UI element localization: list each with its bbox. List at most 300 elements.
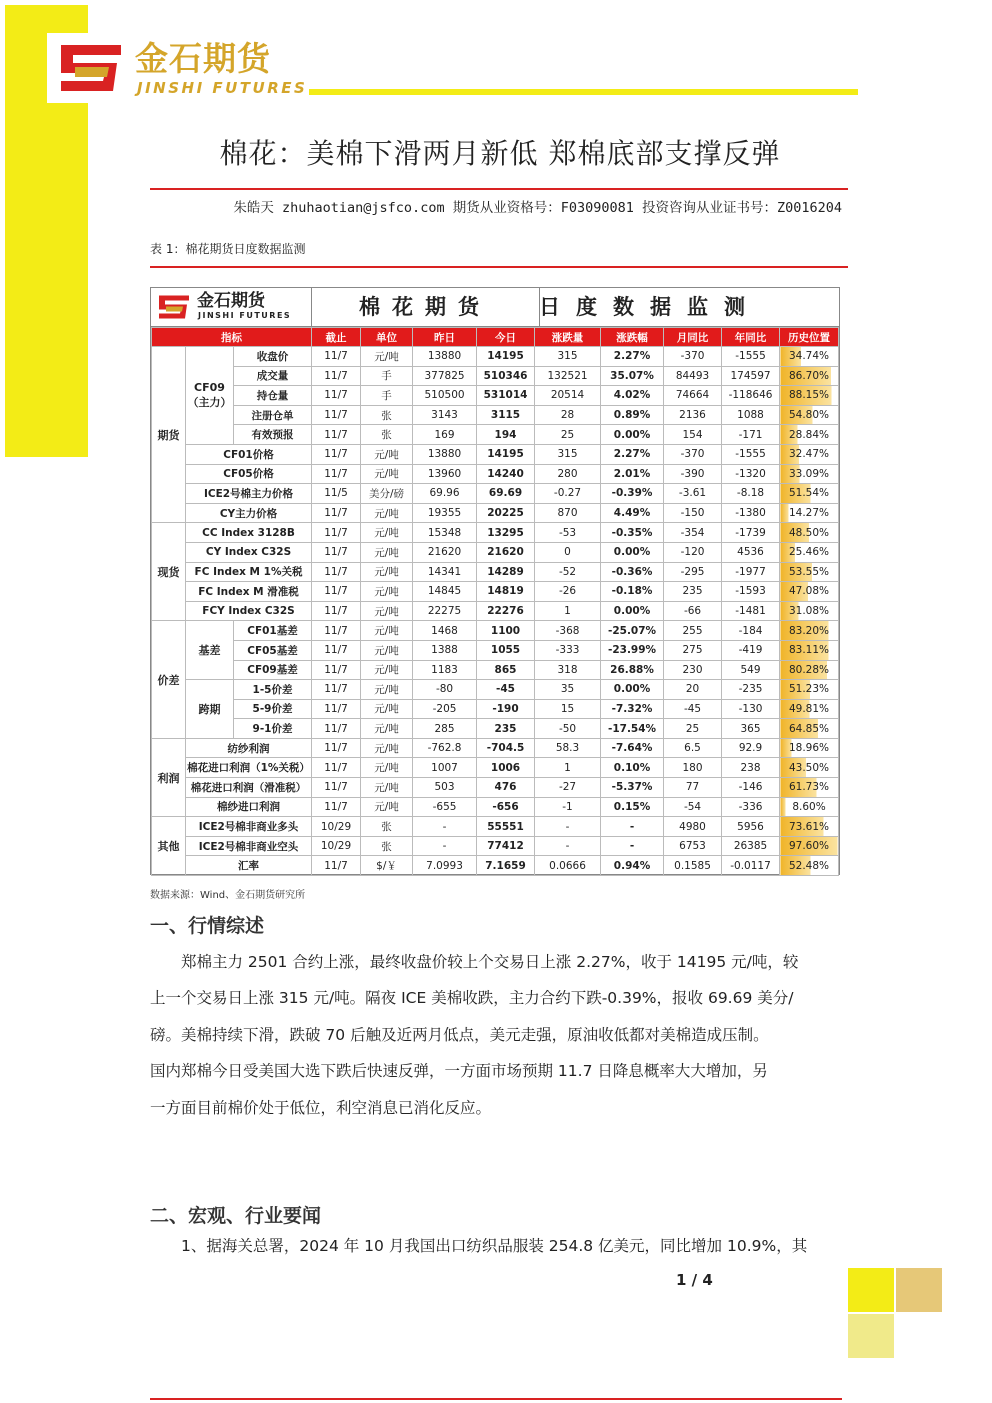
cell-yoy: -171: [722, 425, 780, 445]
cell-pct: -0.36%: [601, 562, 664, 582]
cell-unit: 元/吨: [361, 778, 413, 798]
cell-pct: 4.49%: [601, 503, 664, 523]
cell-date: 11/7: [312, 562, 361, 582]
category-basis: 基差: [186, 621, 234, 680]
category-cf09: CF09（主力）: [186, 347, 234, 445]
decorative-square: [896, 1268, 942, 1312]
cell-mom: -390: [664, 464, 722, 484]
author-line: 朱皓天 zhuhaotian@jsfco.com 期货从业资格号：F03090081 投资咨询从业证书号：Z0016204: [233, 200, 842, 216]
cell-today: 531014: [477, 386, 535, 406]
cell-mom: 230: [664, 660, 722, 680]
section1-line-5: 一方面目前棉价处于低位，利空消息已消化反应。: [150, 1099, 492, 1117]
table-row: [152, 797, 839, 817]
cell-date: 11/7: [312, 719, 361, 739]
col-header-mom: 月同比: [664, 328, 722, 347]
cell-date: 11/7: [312, 523, 361, 543]
cell-mom: -295: [664, 562, 722, 582]
cell-date: 11/7: [312, 856, 361, 876]
cell-hist-position: 33.09%: [780, 464, 839, 484]
cell-mom: 275: [664, 640, 722, 660]
cell-prev: 285: [413, 719, 477, 739]
cell-date: 11/7: [312, 758, 361, 778]
table-row: [152, 778, 839, 798]
cell-mom: 2136: [664, 405, 722, 425]
indicator-name: CY Index C32S: [186, 542, 312, 562]
cell-hist-position: 83.20%: [780, 621, 839, 641]
cell-prev: -: [413, 817, 477, 837]
cell-date: 11/7: [312, 347, 361, 367]
cell-unit: 元/吨: [361, 738, 413, 758]
cell-pct: 0.00%: [601, 542, 664, 562]
cell-mom: -354: [664, 523, 722, 543]
table-title-right: 日度数据监测: [539, 295, 761, 319]
cell-prev: 13880: [413, 444, 477, 464]
cell-mom: 255: [664, 621, 722, 641]
cell-today: 1100: [477, 621, 535, 641]
cell-yoy: -235: [722, 680, 780, 700]
cell-pct: -23.99%: [601, 640, 664, 660]
report-title: 棉花：美棉下滑两月新低 郑棉底部支撑反弹: [219, 137, 781, 170]
cell-prev: 169: [413, 425, 477, 445]
cell-today: 1055: [477, 640, 535, 660]
cell-pct: -7.64%: [601, 738, 664, 758]
cell-mom: -66: [664, 601, 722, 621]
cell-hist-position: 31.08%: [780, 601, 839, 621]
cell-prev: 21620: [413, 542, 477, 562]
cell-date: 11/7: [312, 425, 361, 445]
cell-mom: 77: [664, 778, 722, 798]
indicator-name: CF09基差: [234, 660, 312, 680]
cell-unit: 元/吨: [361, 601, 413, 621]
category-profit: 利润: [152, 738, 186, 816]
col-header-change: 涨跌量: [535, 328, 601, 347]
col-header-indicator: 指标: [152, 328, 312, 347]
cell-hist-position: 64.85%: [780, 719, 839, 739]
cell-yoy: 26385: [722, 836, 780, 856]
cell-pct: 35.07%: [601, 366, 664, 386]
cell-hist-position: 48.50%: [780, 523, 839, 543]
cell-unit: 元/吨: [361, 464, 413, 484]
indicator-name: FC Index M 1%关税: [186, 562, 312, 582]
cell-hist-position: 28.84%: [780, 425, 839, 445]
cell-yoy: -118646: [722, 386, 780, 406]
indicator-name: FCY Index C32S: [186, 601, 312, 621]
indicator-name: 9-1价差: [234, 719, 312, 739]
cell-unit: 元/吨: [361, 562, 413, 582]
cell-prev: 3143: [413, 405, 477, 425]
cell-change: 318: [535, 660, 601, 680]
cell-date: 11/7: [312, 503, 361, 523]
table-row: [152, 542, 839, 562]
table-row: [152, 699, 839, 719]
cell-date: 11/7: [312, 778, 361, 798]
table-title-left: 棉花期货: [311, 288, 540, 326]
cell-today: 1006: [477, 758, 535, 778]
table-row: [152, 856, 839, 876]
table-row: [152, 444, 839, 464]
cell-mom: -370: [664, 444, 722, 464]
cell-unit: 美分/磅: [361, 484, 413, 504]
logo-mark-icon: [57, 41, 125, 95]
cell-date: 11/5: [312, 484, 361, 504]
cell-prev: 1007: [413, 758, 477, 778]
cell-mom: -54: [664, 797, 722, 817]
cell-today: 69.69: [477, 484, 535, 504]
table-row: [152, 817, 839, 837]
logo-text-cn: 金石期货: [135, 39, 271, 78]
table-row: [152, 738, 839, 758]
cell-yoy: -146: [722, 778, 780, 798]
cell-change: -368: [535, 621, 601, 641]
cell-change: -50: [535, 719, 601, 739]
table-row: [152, 680, 839, 700]
cell-mom: -370: [664, 347, 722, 367]
table-caption: 表 1：棉花期货日度数据监测: [150, 242, 306, 256]
cell-today: 77412: [477, 836, 535, 856]
table-row: [152, 405, 839, 425]
indicator-name: CC Index 3128B: [186, 523, 312, 543]
cell-prev: 13880: [413, 347, 477, 367]
cell-prev: 1388: [413, 640, 477, 660]
table-row: [152, 503, 839, 523]
cell-today: 194: [477, 425, 535, 445]
section1-line-3: 磅。美棉持续下滑，跌破 70 后触及近两月低点，美元走强，原油收低都对美棉造成压制。: [150, 1026, 769, 1044]
cell-change: -53: [535, 523, 601, 543]
cell-today: -656: [477, 797, 535, 817]
table-row: [152, 523, 839, 543]
cell-date: 11/7: [312, 405, 361, 425]
cell-hist-position: 53.55%: [780, 562, 839, 582]
cell-unit: 手: [361, 366, 413, 386]
cell-date: 11/7: [312, 738, 361, 758]
cell-prev: 14845: [413, 582, 477, 602]
cell-hist-position: 54.80%: [780, 405, 839, 425]
cell-pct: 0.00%: [601, 601, 664, 621]
cell-yoy: 4536: [722, 542, 780, 562]
cell-pct: 0.15%: [601, 797, 664, 817]
cell-unit: 元/吨: [361, 640, 413, 660]
category-spread: 价差: [152, 621, 186, 739]
cell-pct: -0.39%: [601, 484, 664, 504]
cell-date: 11/7: [312, 582, 361, 602]
cell-mom: 74664: [664, 386, 722, 406]
cell-date: 11/7: [312, 699, 361, 719]
col-header-date: 截止: [312, 328, 361, 347]
cell-date: 11/7: [312, 660, 361, 680]
cell-today: 476: [477, 778, 535, 798]
cell-mom: 20: [664, 680, 722, 700]
cell-today: 20225: [477, 503, 535, 523]
indicator-name: 汇率: [186, 856, 312, 876]
section2-title: 二、宏观、行业要闻: [150, 1205, 322, 1227]
cell-pct: 26.88%: [601, 660, 664, 680]
cell-change: 15: [535, 699, 601, 719]
cell-unit: 元/吨: [361, 503, 413, 523]
indicator-name: CY主力价格: [186, 503, 312, 523]
cell-hist-position: 86.70%: [780, 366, 839, 386]
cell-date: 11/7: [312, 680, 361, 700]
section1-line-2: 上一个交易日上涨 315 元/吨。隔夜 ICE 美棉收跌，主力合约下跌-0.39%，报收 69.69 美分/: [150, 989, 794, 1007]
cell-change: -52: [535, 562, 601, 582]
cell-hist-position: 8.60%: [780, 797, 839, 817]
cell-today: -704.5: [477, 738, 535, 758]
cell-change: 28: [535, 405, 601, 425]
cell-hist-position: 14.27%: [780, 503, 839, 523]
cell-mom: -3.61: [664, 484, 722, 504]
cell-yoy: -130: [722, 699, 780, 719]
company-logo: [47, 33, 309, 103]
cell-today: 235: [477, 719, 535, 739]
indicator-name: 纺纱利润: [186, 738, 312, 758]
cell-pct: -0.18%: [601, 582, 664, 602]
cell-yoy: -8.18: [722, 484, 780, 504]
cell-today: 55551: [477, 817, 535, 837]
cell-mom: 154: [664, 425, 722, 445]
cell-change: 58.3: [535, 738, 601, 758]
cell-date: 11/7: [312, 366, 361, 386]
cell-yoy: 1088: [722, 405, 780, 425]
cell-date: 11/7: [312, 601, 361, 621]
cell-prev: 22275: [413, 601, 477, 621]
table-row: [152, 660, 839, 680]
cell-change: 0.0666: [535, 856, 601, 876]
decorative-square: [848, 1268, 894, 1312]
cell-mom: 235: [664, 582, 722, 602]
cell-change: -26: [535, 582, 601, 602]
cell-hist-position: 32.47%: [780, 444, 839, 464]
cell-unit: 元/吨: [361, 542, 413, 562]
cell-hist-position: 73.61%: [780, 817, 839, 837]
indicator-name: 5-9价差: [234, 699, 312, 719]
table-row: [152, 425, 839, 445]
cell-prev: 15348: [413, 523, 477, 543]
cell-change: 870: [535, 503, 601, 523]
table-header-banner: [151, 288, 839, 327]
cell-prev: 7.0993: [413, 856, 477, 876]
table-row: [152, 582, 839, 602]
cell-pct: -17.54%: [601, 719, 664, 739]
cell-prev: 19355: [413, 503, 477, 523]
category-spot: 现货: [152, 523, 186, 621]
cell-today: 510346: [477, 366, 535, 386]
col-header-yoy: 年同比: [722, 328, 780, 347]
cell-yoy: -1739: [722, 523, 780, 543]
cell-today: 3115: [477, 405, 535, 425]
cell-pct: -: [601, 817, 664, 837]
cell-yoy: -184: [722, 621, 780, 641]
cell-hist-position: 51.23%: [780, 680, 839, 700]
cell-date: 11/7: [312, 542, 361, 562]
monitor-table: [150, 287, 840, 875]
cell-today: 865: [477, 660, 535, 680]
indicator-name: 持仓量: [234, 386, 312, 406]
cell-mom: 6.5: [664, 738, 722, 758]
indicator-name: CF05价格: [186, 464, 312, 484]
page-number: 1 / 4: [676, 1271, 713, 1289]
cell-pct: 0.10%: [601, 758, 664, 778]
cell-change: 132521: [535, 366, 601, 386]
cell-mom: 25: [664, 719, 722, 739]
cell-yoy: -1555: [722, 444, 780, 464]
cell-mom: 0.1585: [664, 856, 722, 876]
table-logo-cn: 金石期货: [197, 291, 265, 311]
cell-hist-position: 18.96%: [780, 738, 839, 758]
cell-pct: -7.32%: [601, 699, 664, 719]
table-row: [152, 836, 839, 856]
cell-prev: -: [413, 836, 477, 856]
cell-mom: 84493: [664, 366, 722, 386]
cell-date: 11/7: [312, 621, 361, 641]
cell-prev: 377825: [413, 366, 477, 386]
indicator-name: ICE2号棉非商业空头: [186, 836, 312, 856]
cell-date: 11/7: [312, 640, 361, 660]
cell-prev: -655: [413, 797, 477, 817]
cell-prev: 510500: [413, 386, 477, 406]
cell-yoy: -419: [722, 640, 780, 660]
table-row: [152, 719, 839, 739]
cell-unit: 元/吨: [361, 758, 413, 778]
cell-today: 14289: [477, 562, 535, 582]
table-row: [152, 621, 839, 641]
indicator-name: ICE2号棉主力价格: [186, 484, 312, 504]
cell-unit: 元/吨: [361, 444, 413, 464]
cell-date: 10/29: [312, 817, 361, 837]
cell-yoy: 238: [722, 758, 780, 778]
cell-today: 7.1659: [477, 856, 535, 876]
indicator-name: 1-5价差: [234, 680, 312, 700]
cell-hist-position: 43.50%: [780, 758, 839, 778]
indicator-name: 棉花进口利润（1%关税）: [186, 758, 312, 778]
indicator-name: FC Index M 滑准税: [186, 582, 312, 602]
col-header-unit: 单位: [361, 328, 413, 347]
cell-change: -: [535, 836, 601, 856]
cell-today: 13295: [477, 523, 535, 543]
cell-hist-position: 61.73%: [780, 778, 839, 798]
cell-hist-position: 80.28%: [780, 660, 839, 680]
header-yellow-line: [309, 89, 858, 95]
cell-pct: 2.01%: [601, 464, 664, 484]
section1-line-4: 国内郑棉今日受美国大选下跌后快速反弹，一方面市场预期 11.7 日降息概率大大增加，另: [150, 1062, 768, 1080]
cell-unit: $/￥: [361, 856, 413, 876]
table-row: [152, 640, 839, 660]
cell-yoy: 5956: [722, 817, 780, 837]
cell-unit: 张: [361, 405, 413, 425]
cell-yoy: -1977: [722, 562, 780, 582]
cell-unit: 元/吨: [361, 680, 413, 700]
table-row: [152, 758, 839, 778]
cell-pct: -0.35%: [601, 523, 664, 543]
category-futures: 期货: [152, 347, 186, 523]
cell-today: 14195: [477, 347, 535, 367]
cell-pct: 0.00%: [601, 425, 664, 445]
cell-hist-position: 51.54%: [780, 484, 839, 504]
indicator-name: 棉花进口利润（滑准税）: [186, 778, 312, 798]
cell-prev: -762.8: [413, 738, 477, 758]
indicator-name: CF01基差: [234, 621, 312, 641]
cell-yoy: 174597: [722, 366, 780, 386]
cell-mom: -45: [664, 699, 722, 719]
cell-prev: 14341: [413, 562, 477, 582]
section1-title: 一、行情综述: [150, 915, 265, 937]
cell-change: -27: [535, 778, 601, 798]
cell-prev: 1183: [413, 660, 477, 680]
indicator-name: 注册仓单: [234, 405, 312, 425]
cell-date: 11/7: [312, 464, 361, 484]
cell-hist-position: 88.15%: [780, 386, 839, 406]
cell-unit: 张: [361, 817, 413, 837]
cell-unit: 元/吨: [361, 523, 413, 543]
cell-unit: 元/吨: [361, 719, 413, 739]
cell-prev: -80: [413, 680, 477, 700]
cell-today: -45: [477, 680, 535, 700]
cell-pct: 0.94%: [601, 856, 664, 876]
cell-pct: 0.89%: [601, 405, 664, 425]
cell-change: 35: [535, 680, 601, 700]
cell-pct: 4.02%: [601, 386, 664, 406]
caption-divider: [150, 266, 848, 268]
cell-unit: 张: [361, 836, 413, 856]
cell-hist-position: 97.60%: [780, 836, 839, 856]
cell-today: 14819: [477, 582, 535, 602]
cell-change: 25: [535, 425, 601, 445]
table-row: [152, 464, 839, 484]
cell-yoy: -1320: [722, 464, 780, 484]
table-row: [152, 562, 839, 582]
cell-today: 14240: [477, 464, 535, 484]
title-divider: [150, 188, 848, 190]
cell-today: 14195: [477, 444, 535, 464]
cell-change: 280: [535, 464, 601, 484]
cell-pct: 2.27%: [601, 444, 664, 464]
cell-prev: -205: [413, 699, 477, 719]
cell-pct: -: [601, 836, 664, 856]
indicator-name: 有效预报: [234, 425, 312, 445]
indicator-name: ICE2号棉非商业多头: [186, 817, 312, 837]
cell-change: 315: [535, 347, 601, 367]
indicator-name: 收盘价: [234, 347, 312, 367]
cell-mom: -150: [664, 503, 722, 523]
section1-line-1: 郑棉主力 2501 合约上涨，最终收盘价较上个交易日上涨 2.27%，收于 14195 元/吨，较: [181, 953, 799, 971]
cell-date: 11/7: [312, 444, 361, 464]
table-logo: [151, 288, 312, 326]
cell-unit: 张: [361, 425, 413, 445]
indicator-name: 成交量: [234, 366, 312, 386]
cell-unit: 元/吨: [361, 582, 413, 602]
cell-change: -: [535, 817, 601, 837]
table-row: [152, 366, 839, 386]
cell-prev: 13960: [413, 464, 477, 484]
cell-prev: 1468: [413, 621, 477, 641]
cell-unit: 元/吨: [361, 347, 413, 367]
cell-change: 20514: [535, 386, 601, 406]
cell-today: -190: [477, 699, 535, 719]
col-header-hist: 历史位置: [780, 328, 839, 347]
cell-prev: 503: [413, 778, 477, 798]
cell-hist-position: 52.48%: [780, 856, 839, 876]
indicator-name: 棉纱进口利润: [186, 797, 312, 817]
cell-mom: 6753: [664, 836, 722, 856]
cell-hist-position: 47.08%: [780, 582, 839, 602]
col-header-pct: 涨跌幅: [601, 328, 664, 347]
cell-mom: 4980: [664, 817, 722, 837]
cell-unit: 元/吨: [361, 621, 413, 641]
cell-date: 10/29: [312, 836, 361, 856]
decorative-square: [848, 1314, 894, 1358]
cell-yoy: -1555: [722, 347, 780, 367]
cell-date: 11/7: [312, 797, 361, 817]
table-row: [152, 347, 839, 367]
col-header-today: 今日: [477, 328, 535, 347]
